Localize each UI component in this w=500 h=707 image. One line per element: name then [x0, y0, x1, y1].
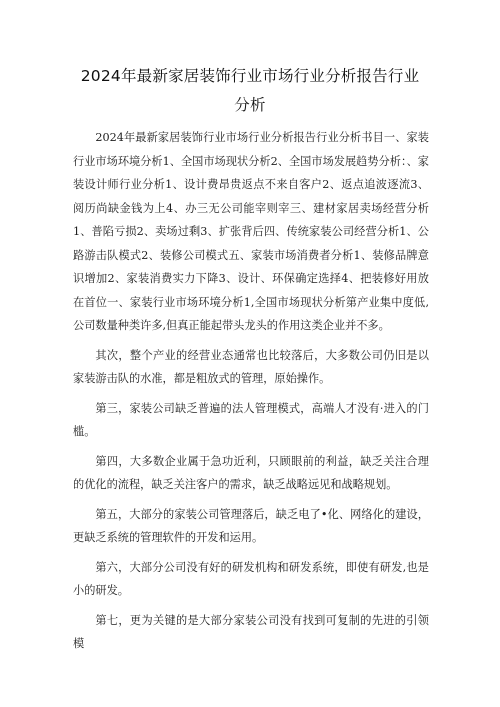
paragraph-1: 2024年最新家居装饰行业市场行业分析报告行业分析书目一、家装行业市场环境分析1、全国市场现状分析2、全国市场发展趋势分析：、家装设计师行业分析1、设计费昂贵返点不来自客户2、返点追波逐流3、阅历尚缺金钱为上4、办三无公司能宰则宰三、建材家居卖场经营分析1、普陷亏损2、卖场过剩3、扩张背后四、传统家装公司经营分析1、公路游击队模式2、装修公司模式五、家装市场消费者分析1、装修品牌意识增加2、家装消费实力下降3、设计、环保确定选择4、把装修好用放在首位一、家装行业市场环境分析1,全国市场现状分析第产业集中度低,公司数量种类许多,但真正能起带头龙头的作用这类企业并不多。 [73, 131, 429, 332]
paragraph-4: 第四，大多数企业属于急功近利，只顾眼前的利益，缺乏关注合理的优化的流程，缺乏关注客户的需求，缺乏战略远见和战略规划。 [73, 454, 429, 491]
paragraph-2: 其次，整个产业的经营业态通常也比较落后，大多数公司仍旧是以家装游击队的水准，都是粗放式的管理，原始操作。 [73, 348, 429, 385]
paragraph-3: 第三，家装公司缺乏普遍的法人管理模式，高端人才没有·进入的门槛。 [73, 401, 429, 438]
document-title [60, 62, 440, 120]
paragraph-6: 第六，大部分公司没有好的研发机构和研发系统，即使有研发,也是小的研发。 [73, 560, 429, 597]
document-body [73, 126, 429, 662]
paragraph-7: 第七，更为关键的是大部分家装公司没有找到可复制的先进的引领模 [73, 613, 429, 650]
title-line-2: 分析 [234, 96, 266, 114]
paragraph-5: 第五，大部分的家装公司管理落后，缺乏电了•化、网络化的建设，更缺乏系统的管理软件的开发和运用。 [73, 507, 429, 544]
title-line-1: 2024年最新家居装饰行业市场行业分析报告行业 [80, 67, 420, 85]
